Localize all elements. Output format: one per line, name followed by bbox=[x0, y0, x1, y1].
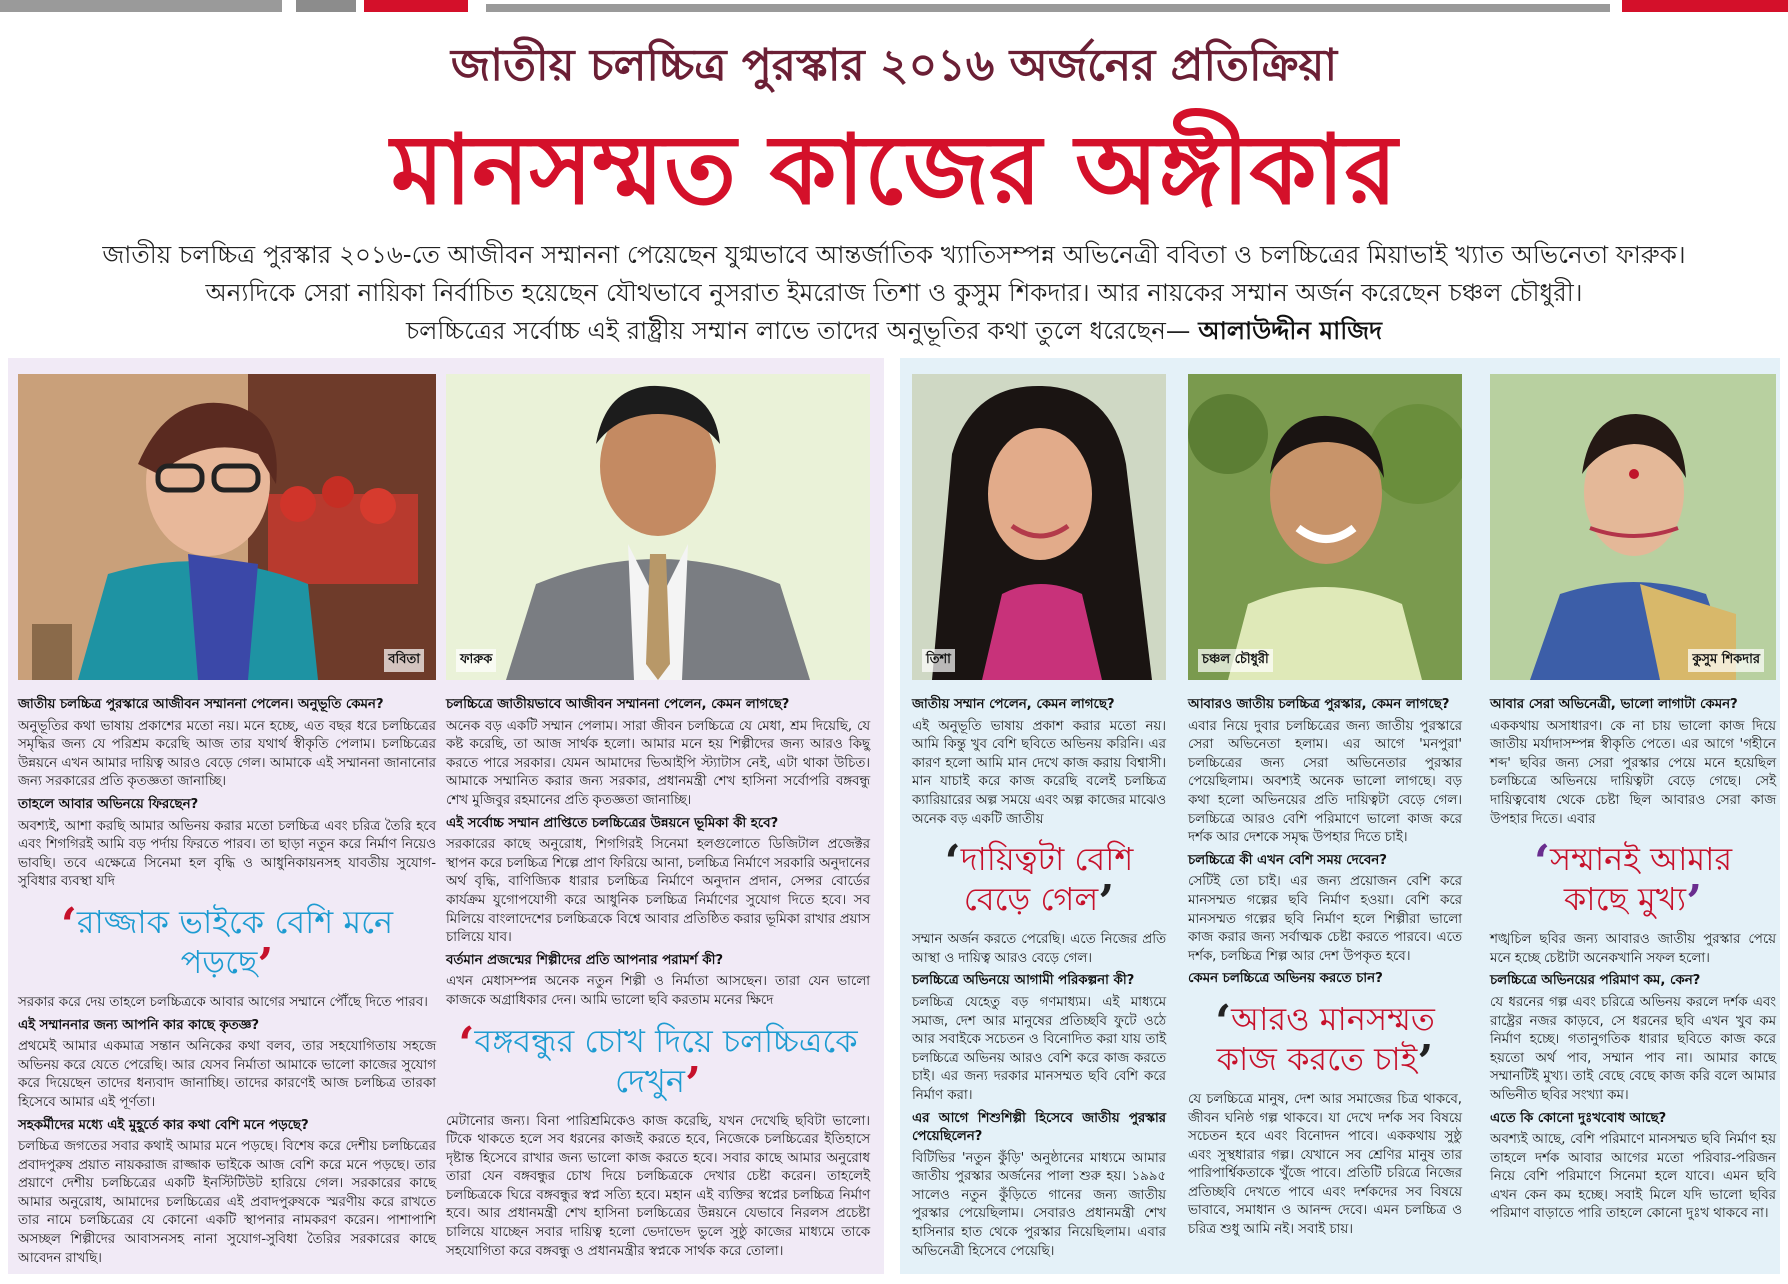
question: চলচ্চিত্রে অভিনয়ের পরিমাণ কম, কেন? bbox=[1490, 973, 1701, 989]
answer: শঙ্খচিল ছবির জন্য আবারও জাতীয় পুরস্কার পেয়ে মনে হচ্ছে চেষ্টাটা অনেকখানি সফল হলো। bbox=[1490, 932, 1776, 966]
photo-babita bbox=[18, 374, 436, 680]
quote-close-icon: ’ bbox=[1098, 874, 1115, 929]
answer: এবার নিয়ে দুবার চলচ্চিত্রের জন্য জাতীয় পুরস্কারে সেরা অভিনেতা হলাম। এর আগে 'মনপুরা' চলচ্চিত্রের জন্য সেরা অভিনেতার পুরস্কার পেয়েছিলাম। অবশ্যই অনেক ভালো লাগছে। বড় কথা হলো অভিনয়ের প্রতি দায়িত্বটা বেড়ে গেল। চলচ্চিত্রে আরও বেশি পরিমাণে ভালো কাজ করে দর্শক আর দেশকে সমৃদ্ধ উপহার দিতে চাই। bbox=[1188, 718, 1462, 846]
pull-quote bbox=[18, 897, 436, 992]
question: এই সর্বোচ্চ সম্মান প্রাপ্তিতে চলচ্চিত্রের উন্নয়নে ভূমিকা কী হবে? bbox=[446, 815, 779, 831]
article-text bbox=[1490, 696, 1776, 1224]
quote-open-icon: ‘ bbox=[944, 834, 961, 889]
photo-caption: ববিতা bbox=[384, 649, 424, 672]
pull-quote-text: বঙ্গবন্ধুর চোখ দিয়ে চলচ্চিত্রকে দেখুন bbox=[474, 1021, 858, 1100]
answer: চলচ্চিত্র জগতের সবার কথাই আমার মনে পড়ছে। বিশেষ করে দেশীয় চলচ্চিত্রের প্রবাদপুরুষ প্রয়াত নায়করাজ রাজ্জাক ভাইকে আজ বেশি করে মনে পড়ছে। তার প্রয়াণে দেশীয় চলচ্চিত্রের একটি ইনস্টিটিউট হারিয়ে গেল। সরকারের কাছে আমার অনুরোধ, আমাদের চলচ্চিত্রের এই প্রবাদপুরুষকে স্মরণীয় করে রাখতে তার নামে চলচ্চিত্রের যে কোনো একটি স্থাপনার নামকরণ করেন। পাশাপাশি অসচ্ছল শিল্পীদের আবাসনসহ নানা সুযোগ-সুবিধা তৈরির সরকারের কাছে আবেদন রাখছি। bbox=[18, 1139, 436, 1266]
article-text bbox=[912, 696, 1166, 1261]
quote-close-icon: ’ bbox=[1417, 1034, 1434, 1089]
question: এর আগে শিশুশিল্পী হিসেবে জাতীয় পুরস্কার পেয়েছিলেন? bbox=[912, 1110, 1166, 1145]
answer: সরকারের কাছে অনুরোধ, শিগগিরই সিনেমা হলগুলোতে ডিজিটাল প্রজেক্টর স্থাপন করে চলচ্চিত্র শিল্পে প্রাণ ফিরিয়ে আনা, চলচ্চিত্র নির্মাণে সরকারি অনুদানের অর্থ বৃদ্ধি, বাণিজ্যিক ধারার চলচ্চিত্র নির্মাণে অনুদান প্রদান, সেন্সর বোর্ডের কার্যক্রম যুগোপযোগী করে আধুনিক চলচ্চিত্র নির্মাণের সুযোগ দিতে হবে। সব মিলিয়ে বাংলাদেশের চলচ্চিত্রকে বিশ্বে আবার প্রতিষ্ঠিত করার ভূমিকা রাখার প্রয়াস চালিয়ে যাব। bbox=[446, 837, 870, 946]
article-text bbox=[18, 696, 436, 1268]
pull-quote-text: আরও মানসম্মত কাজ করতে চাই bbox=[1216, 999, 1435, 1078]
kicker-title: জাতীয় চলচ্চিত্র পুরস্কার ২০১৬ অর্জনের প্রতিক্রিয়া bbox=[450, 40, 1338, 91]
question: এই সম্মাননার জন্য আপনি কার কাছে কৃতজ্ঞ? bbox=[18, 1017, 260, 1033]
chanchal-portrait-image bbox=[1188, 374, 1462, 680]
photo-tisha bbox=[912, 374, 1166, 680]
quote-open-icon: ‘ bbox=[1215, 994, 1232, 1049]
quote-open-icon: ‘ bbox=[1533, 834, 1550, 889]
pull-quote bbox=[1188, 994, 1462, 1089]
quote-close-icon: ’ bbox=[1686, 874, 1703, 929]
pull-quote-text: রাজ্জাক ভাইকে বেশি মনে পড়ছে bbox=[76, 902, 394, 981]
byline: আলাউদ্দীন মাজিদ bbox=[1198, 316, 1383, 345]
column-farooque bbox=[446, 374, 870, 1270]
top-rule-grey-left bbox=[0, 0, 282, 12]
answer: মেটানোর জন্য। বিনা পারিশ্রমিকেও কাজ করেছি, যখন দেখেছি ছবিটা ভালো। টিকে থাকতে হলে সব ধরনের কাজই করতে হবে, নিজেকে চলচ্চিত্রের ইতিহাসে দৃষ্টান্ত হিসেবে রাখার জন্য ভালো কাজ করতে হবে। সবার কাছে আমার অনুরোধ তারা যেন বঙ্গবন্ধুর চোখ দিয়ে চলচ্চিত্রকে দেখার চেষ্টা করেন। তাহলেই চলচ্চিত্রকে ঘিরে বঙ্গবন্ধুর স্বপ্ন সত্যি হবে। মহান এই ব্যক্তির স্বপ্নের চলচ্চিত্র নির্মাণ হবে। আর প্রধানমন্ত্রী শেখ হাসিনা চলচ্চিত্রের উন্নয়নে যেভাবে নিরলস প্রচেষ্টা চালিয়ে যাচ্ছেন সবার দায়িত্ব হলো ভেদাভেদ ভুলে সুষ্ঠু কাজের মাধ্যমে তাকে সহযোগিতা করে বঙ্গবন্ধু ও প্রধানমন্ত্রীর স্বপ্নকে সার্থক করে তোলা। bbox=[446, 1113, 870, 1259]
answer: চলচ্চিত্র যেহেতু বড় গণমাধ্যম। এই মাধ্যমে সমাজ, দেশ আর মানুষের প্রতিচ্ছবি ফুটে ওঠে আর সবাইকে সচেতন ও বিনোদিত করা যায় তাই চলচ্চিত্রে অভিনয় আরও বেশি করে কাজ করতে চাই। এর জন্য দরকার মানসম্মত ছবি বেশি করে নির্মাণ করা। bbox=[912, 994, 1166, 1103]
photo-caption: তিশা bbox=[922, 649, 955, 672]
pull-quote bbox=[1490, 834, 1776, 929]
top-rule-grey-main bbox=[486, 4, 1610, 12]
farooque-portrait-image bbox=[446, 374, 870, 680]
answer: অনুভূতির কথা ভাষায় প্রকাশের মতো নয়। মনে হচ্ছে, এত বছর ধরে চলচ্চিত্রের সমৃদ্ধির জন্য যে পরিশ্রম করেছি আজ তার যথার্থ স্বীকৃতি পেলাম। চলচ্চিত্রের উন্নয়নে এখন আমার দায়িত্ব আরও বেড়ে গেল। আমাকে এই সম্মাননা জানানোর জন্য সরকারের প্রতি কৃতজ্ঞতা জানাচ্ছি। bbox=[18, 718, 436, 790]
pull-quote-text: সম্মানই আমার কাছে মুখ্য bbox=[1549, 840, 1733, 919]
intro-line: অন্যদিকে সেরা নায়িকা নির্বাচিত হয়েছেন যৌথভাবে নুসরাত ইমরোজ তিশা ও কুসুম শিকদার। আর নায়কের সম্মান অর্জন করেছেন চঞ্চল চৌধুরী। bbox=[205, 278, 1583, 307]
answer: এককথায় অসাধারণ। কে না চায় ভালো কাজ দিয়ে জাতীয় মর্যাদাসম্পন্ন স্বীকৃতি পেতে। এর আগে 'গহীনে শব্দ' ছবির জন্য সেরা পুরস্কার পেয়ে মনে হয়েছিল চলচ্চিত্রে অভিনয়ে দায়িত্বটা বেড়ে গেছে। সেই দায়িত্ববোধ থেকে চেষ্টা ছিল আবারও সেরা কাজ উপহার দিতে। এবার bbox=[1490, 718, 1776, 827]
answer: এখন মেধাসম্পন্ন অনেক নতুন শিল্পী ও নির্মাতা আসছেন। তারা যেন ভালো কাজকে অগ্রাধিকার দেন। আমি ভালো ছবি করতাম মনের ক্ষিদে bbox=[446, 974, 870, 1008]
question: আবার সেরা অভিনেত্রী, ভালো লাগাটা কেমন? bbox=[1490, 697, 1738, 712]
quote-close-icon: ’ bbox=[684, 1056, 701, 1110]
photo-farooque bbox=[446, 374, 870, 680]
intro-line: জাতীয় চলচ্চিত্র পুরস্কার ২০১৬-তে আজীবন সম্মাননা পেয়েছেন যুগ্মভাবে আন্তর্জাতিক খ্যাতিসম্পন্ন অভিনেত্রী ববিতা ও চলচ্চিত্রের মিয়াভাই খ্যাত অভিনেতা ফারুক। bbox=[102, 240, 1686, 269]
intro-paragraph bbox=[20, 236, 1768, 350]
photo-caption: কুসুম শিকদার bbox=[1688, 649, 1764, 672]
question: চলচ্চিত্রে কী এখন বেশি সময় দেবেন? bbox=[1188, 852, 1387, 868]
article-text bbox=[446, 696, 870, 1261]
top-rule-red-right bbox=[1622, 0, 1788, 12]
photo-caption: ফারুক bbox=[456, 649, 496, 672]
column-babita bbox=[18, 374, 436, 1270]
question: এতে কি কোনো দুঃখবোধ আছে? bbox=[1490, 1110, 1667, 1126]
answer: সম্মান অর্জন করতে পেরেছি। এতে নিজের প্রতি আস্থা ও দায়িত্ব আরও বেড়ে গেল। bbox=[912, 932, 1166, 966]
answer: অবশ্যই আছে, বেশি পরিমাণে মানসম্মত ছবি নির্মাণ হয় তাহলে দর্শক আবার আগের মতো পরিবার-পরিজন নিয়ে বেশি পরিমাণে সিনেমা হলে যাবে। এমন ছবি এখন কেন কম হচ্ছে। সবাই মিলে যদি ভালো ছবির পরিমাণ বাড়াতে পারি তাহলে কোনো দুঃখ থাকবে না। bbox=[1490, 1132, 1776, 1222]
question: জাতীয় চলচ্চিত্র পুরস্কারে আজীবন সম্মাননা পেলেন। অনুভূতি কেমন? bbox=[18, 697, 384, 712]
article-text bbox=[1188, 696, 1462, 1240]
answer: বিটিভির 'নতুন কুঁড়ি' অনুষ্ঠানের মাধ্যমে আমার জাতীয় পুরস্কার অর্জনের পালা শুরু হয়। ১৯৯৫ সালেও নতুন কুঁড়িতে গানের জন্য জাতীয় পুরস্কার পেয়েছিলাম। সেবারও প্রধানমন্ত্রী শেখ হাসিনার হাত থেকে পুরস্কার নিয়েছিলাম। এবার অভিনেত্রী হিসেবে পেয়েছি। bbox=[912, 1150, 1166, 1259]
pull-quote-text: দায়িত্বটা বেশি বেড়ে গেল bbox=[960, 840, 1134, 919]
answer: যে ধরনের গল্প এবং চরিত্রে অভিনয় করলে দর্শক এবং রাষ্ট্রের নজর কাড়বে, সে ধরনের ছবি এখন খুব কম নির্মাণ হচ্ছে। গতানুগতিক ধারার ছবিতে কাজ করে হয়তো অর্থ পাব, সম্মান পাব না। আমার কাছে সম্মানটিই মুখ্য। তাই বেছে বেছে কাজ করি বলে আমার অভিনীত ছবির সংখ্যা কম। bbox=[1490, 994, 1776, 1103]
quote-close-icon: ’ bbox=[257, 937, 274, 992]
photo-chanchal bbox=[1188, 374, 1462, 680]
question: সহকর্মীদের মধ্যে এই মুহূর্তে কার কথা বেশি মনে পড়ছে? bbox=[18, 1117, 309, 1133]
quote-open-icon: ‘ bbox=[458, 1016, 475, 1070]
question: চলচ্চিত্রে জাতীয়ভাবে আজীবন সম্মাননা পেলেন, কেমন লাগছে? bbox=[446, 697, 790, 712]
kusum-portrait-image bbox=[1490, 374, 1776, 680]
column-kusum bbox=[1490, 374, 1776, 1270]
question: কেমন চলচ্চিত্রে অভিনয় করতে চান? bbox=[1188, 971, 1383, 987]
page-number-tab bbox=[296, 0, 356, 12]
answer: প্রথমেই আমার একমাত্র সন্তান অনিকের কথা বলব, তার সহযোগিতায় সহজে অভিনয় করে যেতে পেরেছি। আর যেসব নির্মাতা আমাকে ভালো কাজের সুযোগ করে দিয়েছেন তাদের ধন্যবাদ জানাচ্ছি। তাদের কারণেই আজ চলচ্চিত্র তারকা হিসেবে আমার এই পূর্ণতা। bbox=[18, 1039, 436, 1110]
answer: সরকার করে দেয় তাহলে চলচ্চিত্রকে আবার আগের সম্মানে পৌঁছে দিতে পারব। bbox=[18, 994, 428, 1010]
question: আবারও জাতীয় চলচ্চিত্র পুরস্কার, কেমন লাগছে? bbox=[1188, 697, 1450, 712]
question: তাহলে আবার অভিনয়ে ফিরছেন? bbox=[18, 796, 199, 812]
top-rule bbox=[0, 0, 1788, 14]
answer: অনেক বড় একটি সম্মান পেলাম। সারা জীবন চলচ্চিত্রে যে মেধা, শ্রম দিয়েছি, যে কষ্ট করেছি, তা আজ সার্থক হলো। আমার মনে হয় শিল্পীদের জন্য আরও কিছু করতে পারে সরকার। যেমন আমাদের ভিআইপি স্ট্যাটাস নেই, এটা থাকা উচিত। আমাকে সম্মানিত করার জন্য সরকার, প্রধানমন্ত্রী শেখ হাসিনা সর্বোপরি বঙ্গবন্ধু শেখ মুজিবুর রহমানের প্রতি কৃতজ্ঞতা জানাচ্ছি। bbox=[446, 718, 870, 808]
answer: সেটিই তো চাই। এর জন্য প্রয়োজন বেশি করে মানসম্মত গল্পের ছবি নির্মাণ হওয়া। বেশি করে মানসম্মত গল্পের ছবি নির্মাণ হলে শিল্পীরা ভালো কাজ করার জন্য সর্বাত্মক চেষ্টা করতে পারবে। এতে দর্শক, চলচ্চিত্র শিল্প আর দেশ উপকৃত হবে। bbox=[1188, 874, 1462, 964]
top-rule-red-left bbox=[364, 0, 468, 12]
pull-quote bbox=[446, 1016, 870, 1110]
answer: অবশ্যই, আশা করছি আমার অভিনয় করার মতো চলচ্চিত্র এবং চরিত্র তৈরি হবে এবং শিগগিরই আমি বড় পর্দায় ফিরতে পারব। তা ছাড়া নতুন করে নির্মাণ নিয়েও ভাবছি। তবে এক্ষেত্রে সিনেমা হল বৃদ্ধি ও আধুনিকায়নসহ যাবতীয় সুযোগ-সুবিধার ব্যবস্থা যদি bbox=[18, 818, 436, 890]
photo-caption: চঞ্চল চৌধুরী bbox=[1198, 649, 1273, 672]
intro-line-text: চলচ্চিত্রের সর্বোচ্চ এই রাষ্ট্রীয় সম্মান লাভে তাদের অনুভূতির কথা তুলে ধরেছেন— bbox=[405, 316, 1191, 345]
intro-line bbox=[20, 312, 1768, 350]
photo-kusum bbox=[1490, 374, 1776, 680]
pull-quote bbox=[912, 834, 1166, 929]
tisha-portrait-image bbox=[912, 374, 1166, 680]
answer: যে চলচ্চিত্রে মানুষ, দেশ আর সমাজের চিত্র থাকবে, জীবন ঘনিষ্ঠ গল্প থাকবে। যা দেখে দর্শক সব বিষয়ে সচেতন হবে এবং বিনোদন পাবে। এককথায় সুষ্ঠু এবং সুস্থধারার গল্প। যেখানে সব শ্রেণির মানুষ তার পারিপার্শ্বিকতাকে খুঁজে পাবে। প্রতিটি চরিত্রে নিজের প্রতিচ্ছবি দেখতে পাবে এবং দর্শকদের সব বিষয়ে ভাবাবে, সমাধান ও আনন্দ দেবে। এমন চলচ্চিত্র ও চরিত্র শুধু আমি নই। সবাই চায়। bbox=[1188, 1091, 1462, 1238]
answer: এই অনুভূতি ভাষায় প্রকাশ করার মতো নয়। আমি কিন্তু খুব বেশি ছবিতে অভিনয় করিনি। এর কারণ হলো আমি মান দেখে কাজ করায় বিশ্বাসী। মান যাচাই করে কাজ করেছি বলেই চলচ্চিত্র ক্যারিয়ারের অল্প সময়ে এবং অল্প কাজের মাঝেও অনেক বড় একটি জাতীয় bbox=[912, 718, 1166, 827]
question: চলচ্চিত্রে অভিনয়ে আগামী পরিকল্পনা কী? bbox=[912, 973, 1135, 989]
babita-portrait-image bbox=[18, 374, 436, 680]
question: জাতীয় সম্মান পেলেন, কেমন লাগছে? bbox=[912, 697, 1115, 712]
headline: মানসম্মত কাজের অঙ্গীকার bbox=[390, 113, 1398, 226]
quote-open-icon: ‘ bbox=[60, 897, 77, 952]
column-chanchal bbox=[1188, 374, 1462, 1270]
column-tisha bbox=[912, 374, 1166, 1270]
question: বর্তমান প্রজন্মের শিল্পীদের প্রতি আপনার পরামর্শ কী? bbox=[446, 952, 724, 968]
